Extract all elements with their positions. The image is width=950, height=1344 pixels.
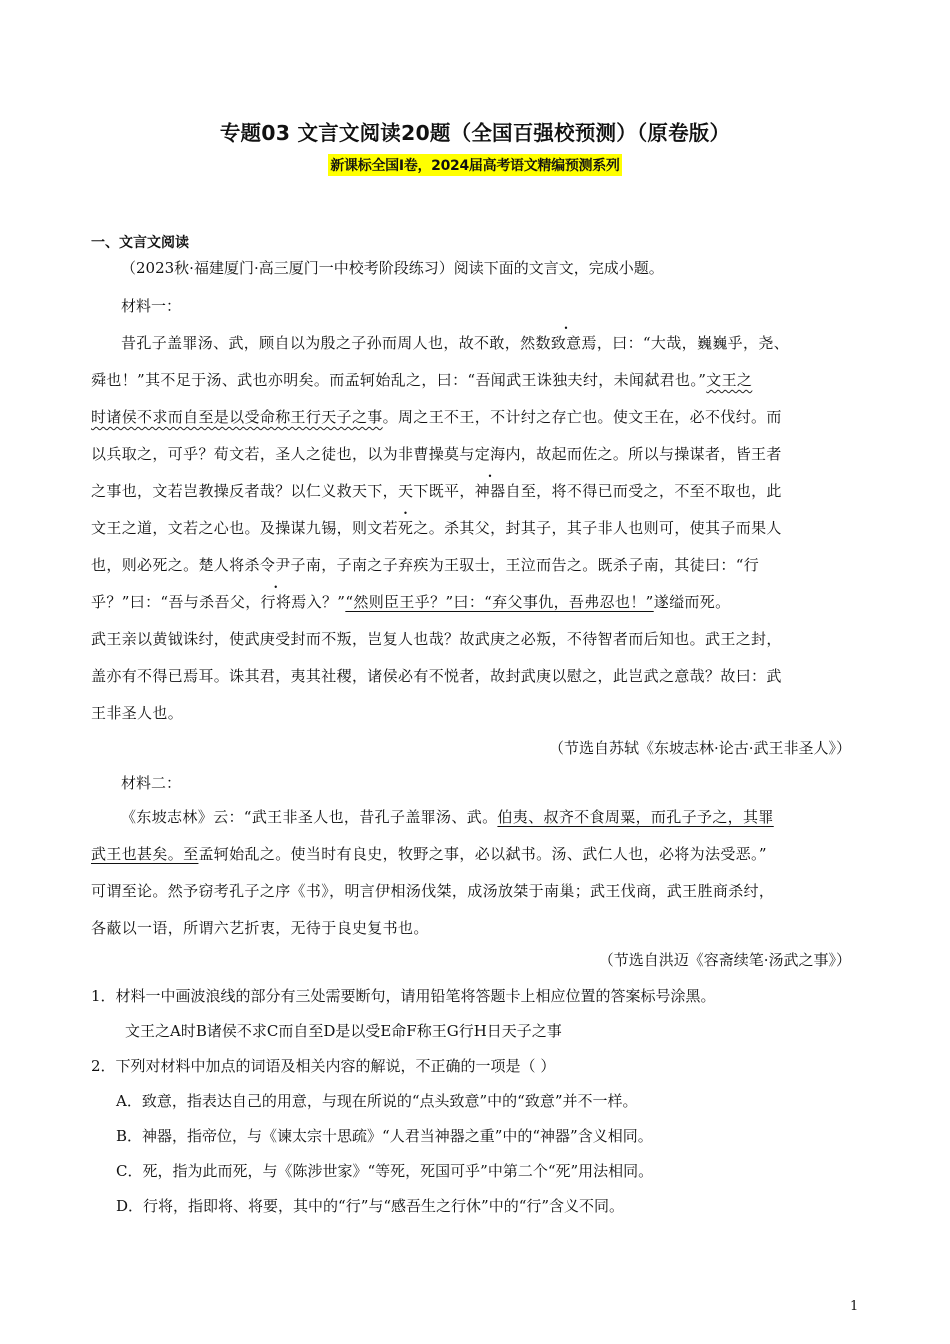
wavy-underline-text: 文王之 (706, 371, 753, 389)
passage-line: 也，则必死之。楚人将杀令尹子南，子南之子弃疾为王驭士，王泣而告之。既杀子南，其徒曰：“行 (91, 556, 760, 574)
option-b: B．神器，指帝位，与《谏太宗十思疏》“人君当神器之重”中的“神器”含义相同。 (116, 1127, 653, 1145)
page-subtitle: 新课标全国Ⅰ卷，2024届高考语文精编预测系列 (328, 154, 621, 176)
section-heading: 一、文言文阅读 (91, 235, 189, 251)
material1-citation: （节选自苏轼《东坡志林·论古·武王非圣人》） (548, 739, 851, 757)
passage-line: 之事也，文若岂教操反者哉？以仁义救天下，天下既平，神器自至，将不得已而受之，不至不取也，此 (91, 482, 782, 500)
passage-line: 以兵取之，可乎？荀文若，圣人之徒也，以为非曹操莫与定海内，故起而佐之。所以与操谋者，皆王者 (91, 445, 782, 463)
material2-label: 材料二： (121, 774, 182, 792)
material1-label: 材料一： (121, 297, 182, 315)
underlined-text: 武王也甚矣。至 (91, 845, 199, 863)
underlined-text: 伯夷、叔齐不食周粟，而孔子予之，其罪 (497, 808, 774, 826)
subtitle-wrap (0, 154, 950, 176)
material2-citation: （节选自洪迈《容斋续笔·汤武之事》） (598, 951, 851, 969)
passage-line: 《东坡志林》云：“武王非圣人也，昔孔子盖罪汤、武。伯夷、叔齐不食周粟，而孔子予之，其罪 (121, 808, 774, 826)
underlined-text: “然则臣王乎？”曰：“弃父事仇，吾弗忍也！” (345, 593, 654, 611)
passage-line: 盖亦有不得已焉耳。诛其君，夷其社稷，诸侯必有不悦者，故封武庚以慰之，此岂武之意哉？故曰：武 (91, 667, 782, 685)
passage-line: 昔孔子盖罪汤、武，顾自以为殷之子孙而周人也，故不敢，然数致意焉，曰：“大哉，巍巍乎，尧、 (121, 334, 790, 352)
option-d: D．行将，指即将、将要，其中的“行”与“感吾生之行休”中的“行”含义不同。 (116, 1197, 625, 1215)
passage-line: 各蔽以一语，所谓六艺折衷，无待于良史复书也。 (91, 919, 429, 937)
passage-line: 文王之道，文若之心也。及操谋九锡，则文若死之。杀其父，封其子，其子非人也则可，使其子而果人 (91, 519, 782, 537)
question-1: 1．材料一中画波浪线的部分有三处需要断句，请用铅笔将答题卡上相应位置的答案标号涂黑。 (91, 987, 716, 1005)
passage-line: 舜也！”其不足于汤、武也亦明矣。而孟轲始乱之，曰：“吾闻武王诛独夫纣，未闻弑君也。”文王之 (91, 371, 753, 389)
passage-line: 乎？”曰：“吾与杀吾父，行将焉入？”“然则臣王乎？”曰：“弃父事仇，吾弗忍也！”遂缢而死。 (91, 593, 731, 611)
dotted-word: 神器 (474, 482, 506, 500)
option-c: C．死，指为此而死，与《陈涉世家》“等死，死国可乎”中第二个“死”用法相同。 (116, 1162, 654, 1180)
wavy-underline-text: 时诸侯不求而自至是以受命称王行天子之事 (91, 408, 383, 426)
passage-line: 可谓至论。然予窃考孔子之序《书》，明言伊相汤伐桀，成汤放桀于南巢；武王伐商，武王胜商杀纣， (91, 882, 775, 900)
page-number: 1 (850, 1299, 859, 1314)
question-2: 2．下列对材料中加点的词语及相关内容的解说，不正确的一项是（ ） (91, 1057, 556, 1075)
dotted-word: 致意 (550, 334, 582, 352)
passage-line: 王非圣人也。 (91, 704, 184, 722)
page-title: 专题03 文言文阅读20题（全国百强校预测）（原卷版） (219, 121, 731, 145)
passage-line: 武王也甚矣。至孟轲始乱之。使当时有良史，牧野之事，必以弑书。汤、武仁人也，必将为法受恶。” (91, 845, 767, 863)
option-a: A．致意，指表达自己的用意，与现在所说的“点头致意”中的“致意”并不一样。 (116, 1092, 638, 1110)
dotted-word: 死 (398, 519, 414, 537)
source-note: （2023秋·福建厦门·高三厦门一中校考阶段练习）阅读下面的文言文，完成小题。 (121, 259, 664, 277)
passage-line: 时诸侯不求而自至是以受命称王行天子之事。周之王不王，不计纣之存亡也。使文王在，必不伐纣。而 (91, 408, 782, 426)
dotted-word: 行将 (260, 593, 292, 611)
question-1-text: 文王之A时B诸侯不求C而自至D是以受E命F称王G行H日天子之事 (125, 1022, 562, 1040)
passage-line: 武王亲以黄钺诛纣，使武庚受封而不叛，岂复人也哉？故武庚之必叛，不待智者而后知也。武王之封， (91, 630, 782, 648)
